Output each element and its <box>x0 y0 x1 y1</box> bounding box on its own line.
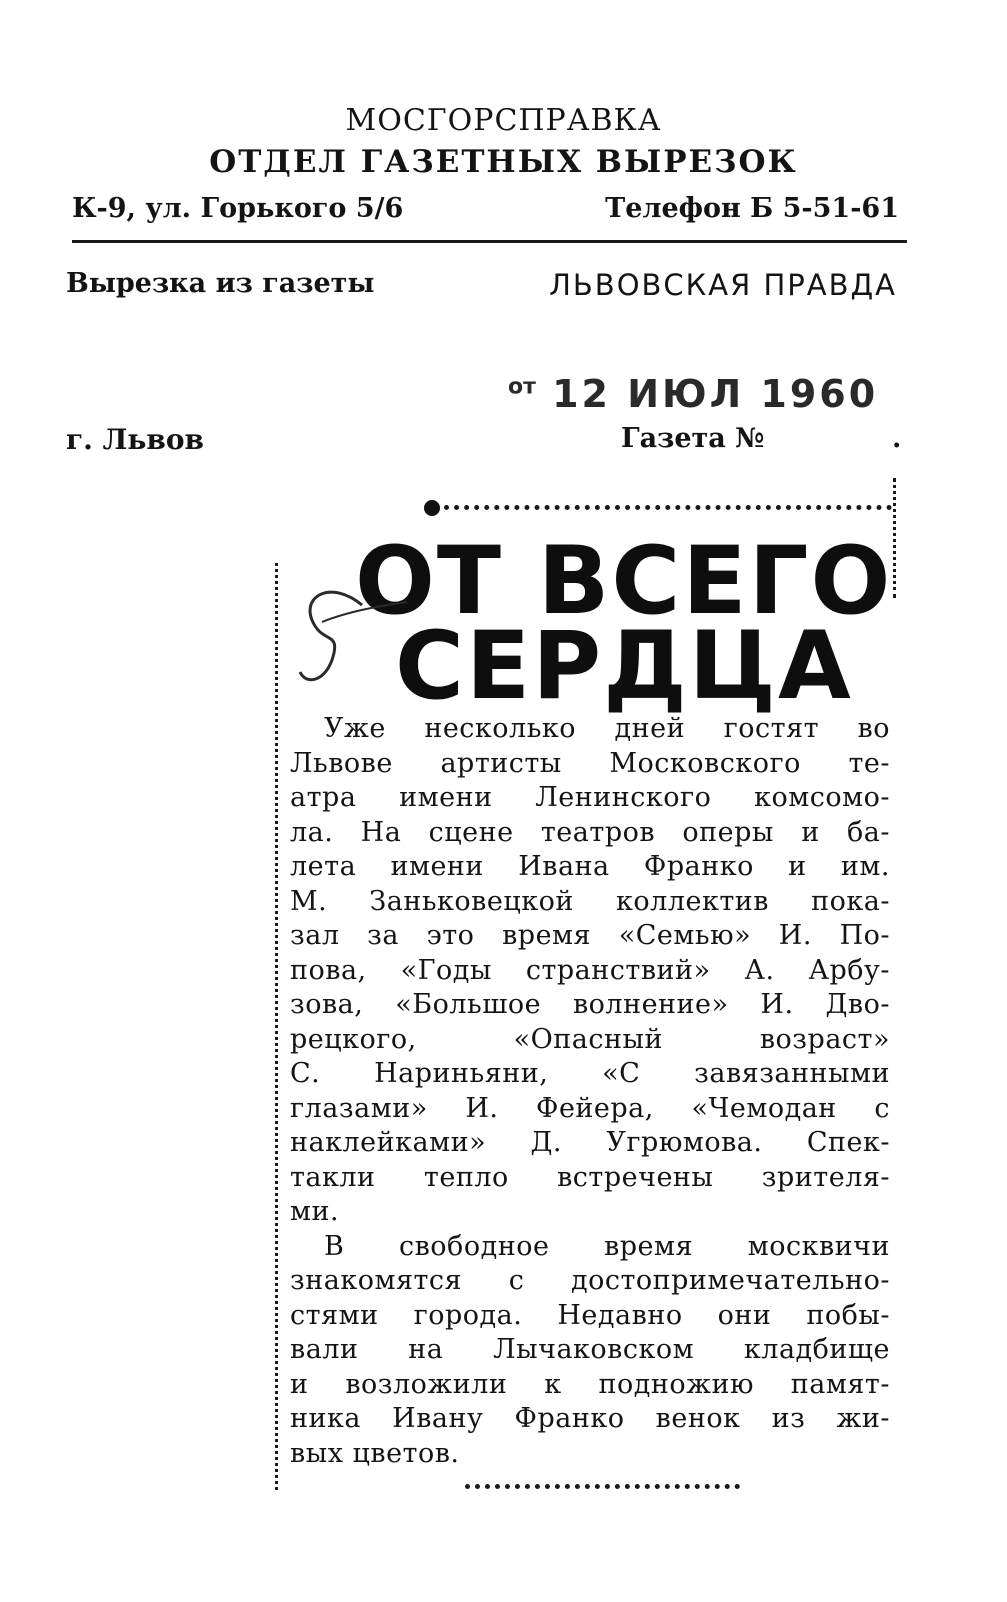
article-line: Уже несколько дней гостят во <box>324 713 890 744</box>
article-line: Львове артисты Московского те- <box>290 747 890 779</box>
article-line: зова, «Большое волнение» И. Дво- <box>290 989 890 1020</box>
pencil-mark-icon <box>292 560 412 700</box>
article-line: наклейками» Д. Угрюмова. Спек- <box>290 1127 890 1158</box>
frame-top-border <box>444 505 892 510</box>
article-line: и возложили к подножию памят- <box>290 1368 890 1400</box>
article-line: вали на Лычаковском кладбище <box>290 1334 890 1365</box>
phone-number: Телефон Б 5-51-61 <box>605 193 899 224</box>
article-line: зал за это время «Семью» И. По- <box>290 920 890 951</box>
organization-name: МОСГОРСПРАВКА <box>345 103 662 138</box>
article-line: рецкого, «Опасный возраст» <box>290 1023 890 1055</box>
date-stamp-prefix: от <box>508 374 536 400</box>
frame-bottom-border <box>465 1484 740 1489</box>
article-line: знакомятся с достопримечательно- <box>290 1265 890 1296</box>
article-line: ла. На сцене театров оперы и ба- <box>290 816 890 848</box>
date-stamp-value: 12 ИЮЛ 1960 <box>552 372 879 416</box>
city: г. Львов <box>66 423 205 456</box>
newspaper-name: ЛЬВОВСКАЯ ПРАВДА <box>549 268 897 302</box>
article-line: С. Нариньяни, «С завязанными <box>290 1058 890 1089</box>
article-line: лета имени Ивана Франко и им. <box>290 851 890 882</box>
article-line: пова, «Годы странствий» А. Арбу- <box>290 954 890 986</box>
address: К-9, ул. Горького 5/6 <box>72 193 404 224</box>
article-line: ника Ивану Франко венок из жи- <box>290 1403 890 1434</box>
clipping-label: Вырезка из газеты <box>66 268 375 299</box>
article-line: атра имени Ленинского комсомо- <box>290 782 890 813</box>
header-divider <box>72 240 907 243</box>
article-line: М. Заньковецкой коллектив пока- <box>290 885 890 917</box>
frame-right-border <box>893 478 896 598</box>
article-line: вых цветов. <box>290 1437 460 1469</box>
issue-label: Газета № <box>621 423 765 454</box>
article-title-line-1: ОТ ВСЕГО <box>355 527 893 636</box>
issue-trail: . <box>892 423 902 454</box>
frame-bullet <box>424 500 440 516</box>
article-line: глазами» И. Фейера, «Чемодан с <box>290 1092 890 1124</box>
article-line: стями города. Недавно они побы- <box>290 1299 890 1331</box>
department-name: ОТДЕЛ ГАЗЕТНЫХ ВЫРЕЗОК <box>209 144 798 180</box>
frame-left-border <box>275 563 278 1490</box>
article-body <box>290 712 890 1471</box>
article-line: В свободное время москвичи <box>324 1230 890 1262</box>
article-title-line-2: СЕРДЦА <box>395 612 853 721</box>
article-line: такли тепло встречены зрителя- <box>290 1161 890 1193</box>
date-stamp <box>508 372 878 416</box>
article-line: ми. <box>290 1196 340 1227</box>
